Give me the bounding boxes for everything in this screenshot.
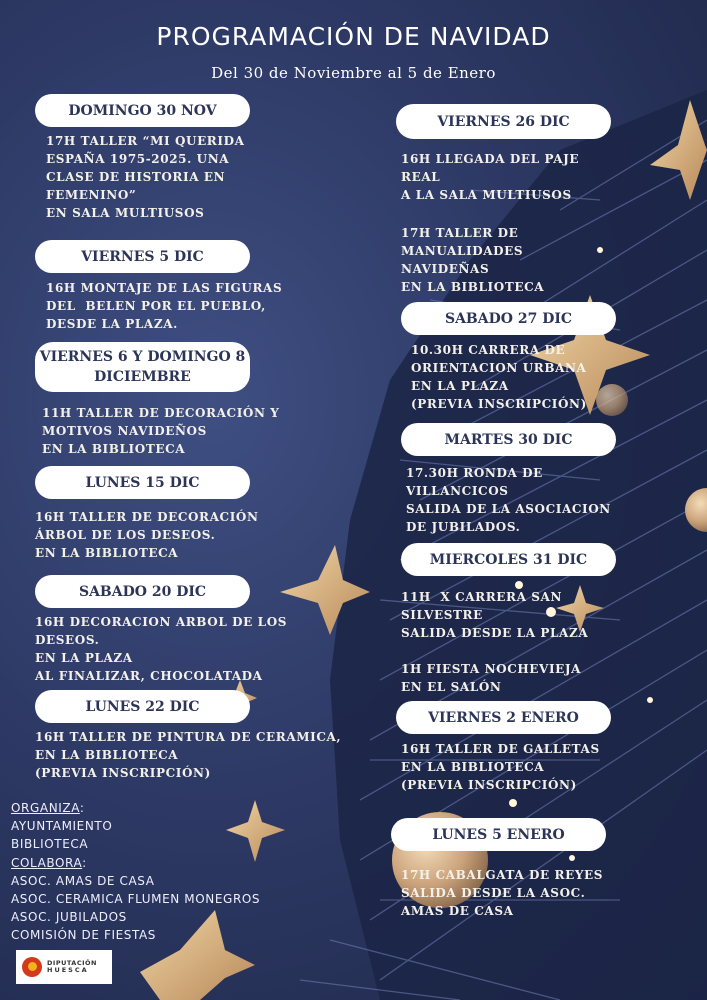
colabora-item: ASOC. CERAMICA FLUMEN MONEGROS	[11, 892, 261, 907]
date-pill: LUNES 15 DIC	[35, 466, 250, 499]
colabora-item: ASOC. JUBILADOS	[11, 910, 127, 925]
date-pill: LUNES 22 DIC	[35, 690, 250, 723]
diputacion-logo	[16, 950, 112, 984]
organiza-item: BIBLIOTECA	[11, 837, 89, 852]
event-text: 16H LLEGADA DEL PAJE REAL A LA SALA MULTIUSOS	[401, 152, 580, 202]
event-text: 16H TALLER DE GALLETAS EN LA BIBLIOTECA (PREVIA INSCRIPCIÓN)	[401, 742, 600, 792]
date-pill: VIERNES 5 DIC	[35, 240, 250, 273]
event-text: 11H X CARRERA SAN SILVESTRE SALIDA DESDE LA PLAZA	[401, 590, 589, 640]
event-text: 10.30H CARRERA DE ORIENTACION URBANA EN LA PLAZA (PREVIA INSCRIPCIÓN)	[411, 343, 587, 411]
colabora-label: COLABORA	[11, 855, 83, 870]
event-text: 17H CABALGATA DE REYES SALIDA DESDE LA ASOC. AMAS DE CASA	[401, 868, 604, 918]
ornament-ball	[596, 384, 628, 416]
event-text: 11H TALLER DE DECORACIÓN Y MOTIVOS NAVIDEÑOS EN LA BIBLIOTECA	[42, 406, 280, 456]
organiza-label: ORGANIZA	[11, 801, 80, 815]
colabora-item: COMISIÓN DE FIESTAS	[11, 928, 157, 943]
event-text: 16H TALLER DE DECORACIÓN ÁRBOL DE LOS DESEOS. EN LA BIBLIOTECA	[35, 510, 259, 560]
date-pill: MIERCOLES 31 DIC	[401, 543, 616, 576]
event-text: 16H MONTAJE DE LAS FIGURAS DEL BELEN POR EL PUEBLO, DESDE LA PLAZA.	[46, 281, 283, 331]
event-text: 17H TALLER “MI QUERIDA ESPAÑA 1975-2025. UNA CLASE DE HISTORIA EN FEMENINO” EN SALA MULTIUSOS	[46, 134, 245, 220]
date-pill: VIERNES 26 DIC	[396, 104, 611, 139]
page-title: PROGRAMACIÓN DE NAVIDAD	[156, 22, 551, 51]
date-pill: SABADO 20 DIC	[35, 575, 250, 608]
date-pill: LUNES 5 ENERO	[391, 818, 606, 851]
date-pill: VIERNES 6 Y DOMINGO 8 DICIEMBRE	[35, 342, 250, 392]
logo-mark-icon	[22, 957, 42, 977]
organiza-item: AYUNTAMIENTO	[11, 819, 113, 834]
logo-line1: DIPUTACIÓN	[47, 959, 97, 967]
credits-block: ORGANIZA: AYUNTAMIENTO BIBLIOTECA COLABORA: ASOC. AMAS DE CASA ASOC. CERAMICA FLUMEN MONEGROS ASOC. JUBILADOS COMISIÓN DE FIESTAS	[11, 799, 260, 945]
logo-line2: HUESCA	[47, 966, 89, 974]
event-text: 17.30H RONDA DE VILLANCICOS SALIDA DE LA ASOCIACION DE JUBILADOS.	[406, 466, 611, 534]
date-pill: DOMINGO 30 NOV	[35, 94, 250, 127]
date-pill: MARTES 30 DIC	[401, 423, 616, 456]
event-text: 17H TALLER DE MANUALIDADES NAVIDEÑAS EN LA BIBLIOTECA	[401, 226, 545, 294]
page-subtitle: Del 30 de Noviembre al 5 de Enero	[211, 64, 496, 82]
colabora-item: ASOC. AMAS DE CASA	[11, 873, 155, 888]
event-text: 16H TALLER DE PINTURA DE CERAMICA, EN LA BIBLIOTECA (PREVIA INSCRIPCIÓN)	[35, 730, 342, 780]
date-pill: SABADO 27 DIC	[401, 302, 616, 335]
event-text: 16H DECORACION ARBOL DE LOS DESEOS. EN LA PLAZA AL FINALIZAR, CHOCOLATADA	[35, 615, 288, 683]
event-text: 1H FIESTA NOCHEVIEJA EN EL SALÓN	[401, 662, 582, 694]
date-pill: VIERNES 2 ENERO	[396, 701, 611, 734]
